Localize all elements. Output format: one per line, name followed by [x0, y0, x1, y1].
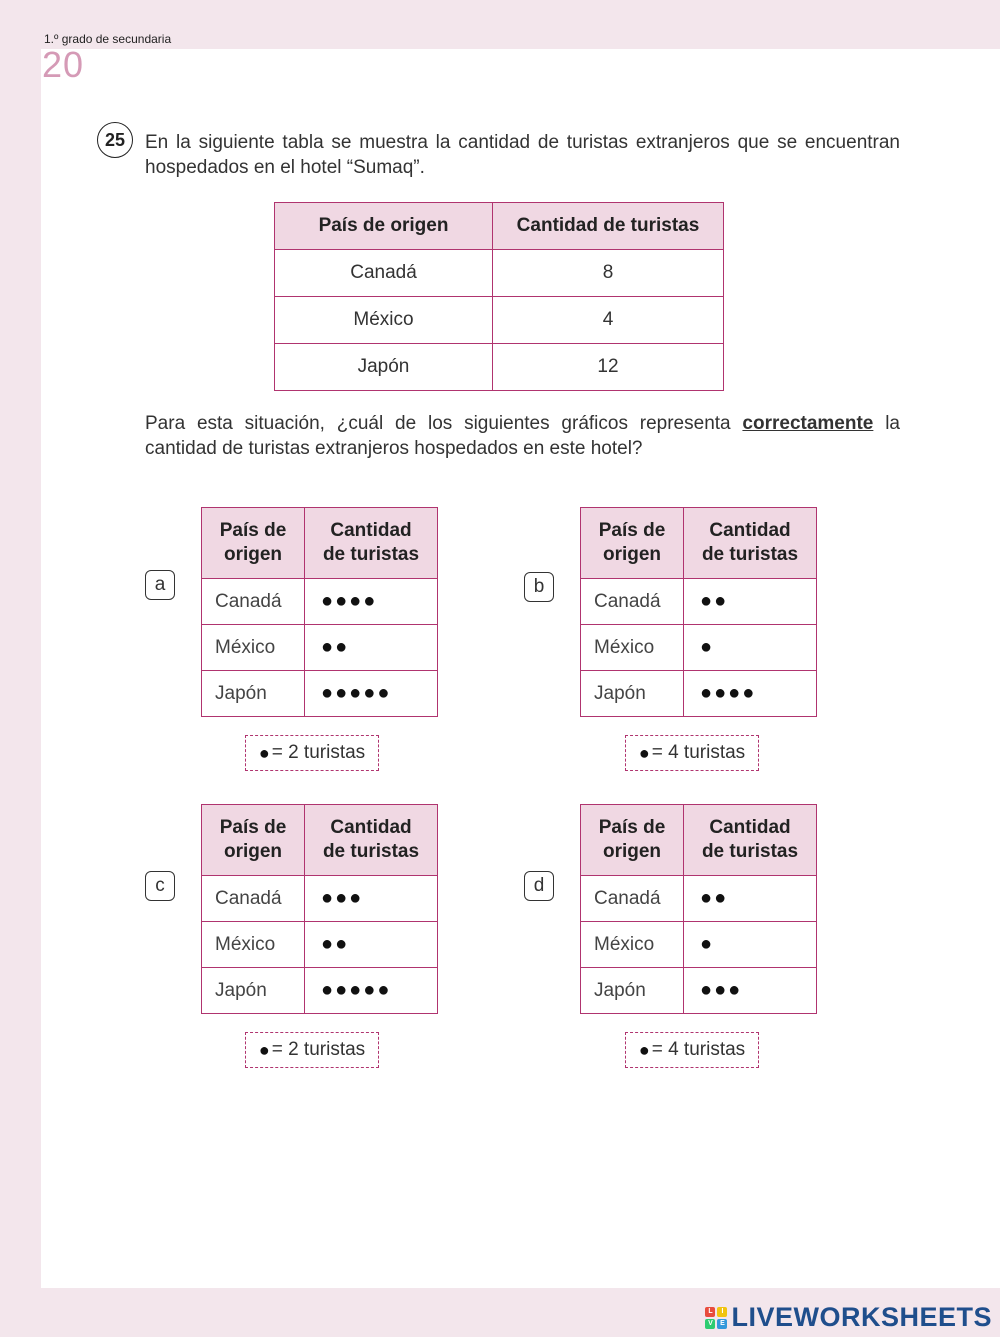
question-prompt — [145, 411, 900, 461]
option-d-label[interactable]: d — [524, 871, 554, 901]
option-dots: ●●● — [684, 968, 817, 1014]
question-number: 25 — [97, 122, 133, 158]
question-prompt-line2: cantidad de turistas extranjeros hospedados en este hotel? — [145, 438, 643, 459]
option-d-key — [625, 1032, 759, 1068]
question-prompt-line1 — [145, 411, 900, 436]
option-header-country: País de origen — [202, 508, 305, 579]
option-dots: ●●●●● — [305, 968, 438, 1014]
key-text: = 2 turistas — [271, 742, 366, 763]
tourist-table — [274, 202, 724, 391]
table-row — [581, 968, 817, 1014]
option-country: México — [581, 625, 684, 671]
main-table-cell: México — [275, 297, 493, 344]
grade-label: 1.º grado de secundaria — [44, 32, 172, 46]
option-country: Canadá — [202, 876, 305, 922]
table-row — [581, 579, 817, 625]
table-row — [202, 625, 438, 671]
option-d-table — [580, 804, 817, 1014]
dot-icon: ● — [638, 1039, 650, 1060]
dot-icon: ● — [258, 1039, 270, 1060]
prompt-before: Para esta situación, ¿cuál de los siguientes gráficos representa — [145, 413, 731, 434]
option-dots: ●● — [305, 922, 438, 968]
option-header-count: Cantidad de turistas — [305, 805, 438, 876]
dot-icon: ● — [258, 742, 270, 763]
option-country: Canadá — [202, 579, 305, 625]
option-country: México — [202, 625, 305, 671]
liveworksheets-logo-icon: L I V E — [705, 1307, 727, 1329]
main-table-cell: 4 — [493, 297, 724, 344]
option-b-key — [625, 735, 759, 771]
question-intro-line2: hospedados en el hotel “Sumaq”. — [145, 157, 425, 178]
prompt-emphasis: correctamente — [742, 413, 874, 434]
option-dots: ●●●● — [684, 671, 817, 717]
liveworksheets-logo[interactable] — [705, 1302, 992, 1333]
option-country: México — [202, 922, 305, 968]
dot-icon: ● — [638, 742, 650, 763]
key-text: = 4 turistas — [651, 1039, 746, 1060]
table-row — [202, 579, 438, 625]
main-table-cell: Canadá — [275, 250, 493, 297]
option-header-count: Cantidad de turistas — [684, 805, 817, 876]
option-country: Japón — [581, 968, 684, 1014]
key-text: = 4 turistas — [651, 742, 746, 763]
question-intro-line1: En la siguiente tabla se muestra la cantidad de turistas extranjeros que se encuentran — [145, 132, 900, 153]
table-row — [275, 250, 724, 297]
option-dots: ●●●●● — [305, 671, 438, 717]
table-row — [581, 625, 817, 671]
option-country: México — [581, 922, 684, 968]
option-country: Canadá — [581, 579, 684, 625]
option-header-country: País de origen — [202, 805, 305, 876]
table-row — [275, 297, 724, 344]
main-table-cell: Japón — [275, 344, 493, 391]
option-b-label[interactable]: b — [524, 572, 554, 602]
option-header-count: Cantidad de turistas — [684, 508, 817, 579]
table-row — [202, 876, 438, 922]
table-row — [202, 922, 438, 968]
option-country: Canadá — [581, 876, 684, 922]
table-row — [202, 671, 438, 717]
table-row — [581, 876, 817, 922]
option-c-key — [245, 1032, 379, 1068]
option-header-count: Cantidad de turistas — [305, 508, 438, 579]
option-dots: ●●● — [305, 876, 438, 922]
option-dots: ●● — [684, 579, 817, 625]
logo-text: LIVEWORKSHEETS — [731, 1302, 992, 1332]
table-row — [275, 344, 724, 391]
main-table-header-count: Cantidad de turistas — [493, 203, 724, 250]
option-header-country: País de origen — [581, 805, 684, 876]
page-number: 20 — [42, 44, 85, 85]
option-c-table — [201, 804, 438, 1014]
prompt-after: la — [885, 413, 900, 434]
main-table-header-country: País de origen — [275, 203, 493, 250]
table-row — [581, 671, 817, 717]
table-row — [202, 968, 438, 1014]
question-intro — [145, 130, 900, 180]
option-dots: ●● — [684, 876, 817, 922]
option-c-label[interactable]: c — [145, 871, 175, 901]
option-a-table — [201, 507, 438, 717]
option-country: Japón — [202, 968, 305, 1014]
option-header-country: País de origen — [581, 508, 684, 579]
table-row — [581, 922, 817, 968]
option-country: Japón — [202, 671, 305, 717]
option-dots: ●● — [305, 625, 438, 671]
option-country: Japón — [581, 671, 684, 717]
option-a-label[interactable]: a — [145, 570, 175, 600]
main-table-cell: 8 — [493, 250, 724, 297]
option-dots: ● — [684, 625, 817, 671]
main-table-cell: 12 — [493, 344, 724, 391]
key-text: = 2 turistas — [271, 1039, 366, 1060]
option-a-key — [245, 735, 379, 771]
option-b-table — [580, 507, 817, 717]
option-dots: ● — [684, 922, 817, 968]
option-dots: ●●●● — [305, 579, 438, 625]
